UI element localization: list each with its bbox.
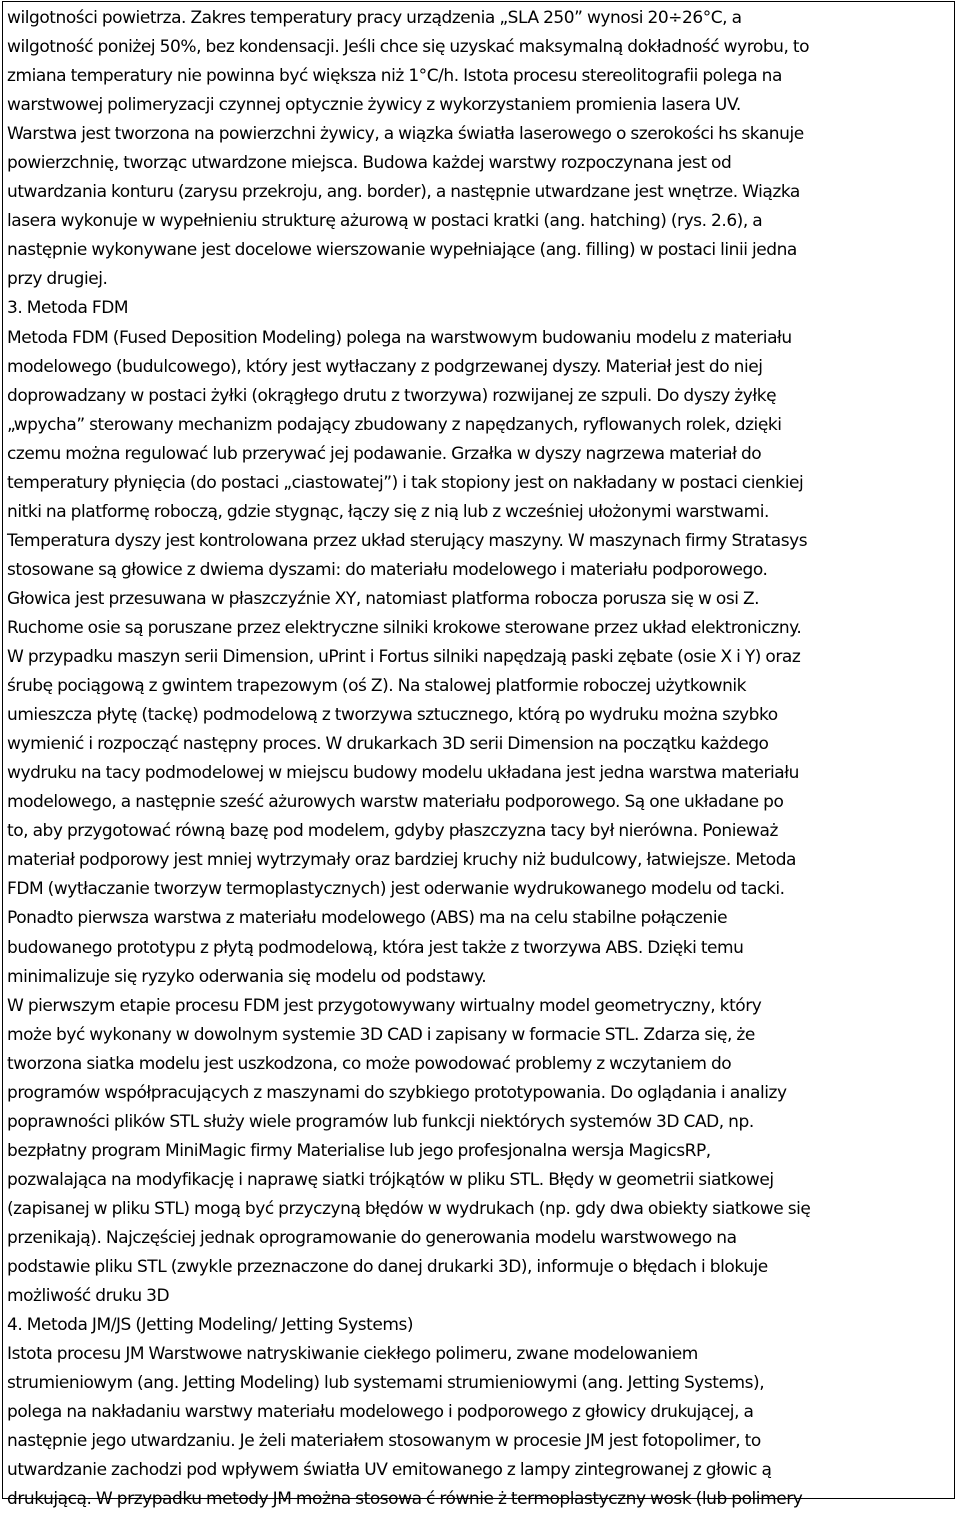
text-line: warstwowej polimeryzacji czynnej optycznie żywicy z wykorzystaniem promienia lasera UV.	[7, 95, 741, 116]
text-line: stosowane są głowice z dwiema dyszami: do materiału modelowego i materiału podporowego.	[7, 559, 768, 580]
text-line: pozwalająca na modyfikację i naprawę siatki trójkątów w pliku STL. Błędy w geometrii siatkowej	[7, 1169, 774, 1190]
text-line: Istota procesu JM Warstwowe natryskiwanie ciekłego polimeru, zwane modelowaniem	[7, 1344, 698, 1365]
text-line: wydruku na tacy podmodelowej w miejscu budowy modelu układana jest jedna warstwa materiału	[7, 763, 799, 784]
text-line: podstawie pliku STL (zwykle przeznaczone do danej drukarki 3D), informuje o błędach i blokuje	[7, 1257, 768, 1278]
text-line: W pierwszym etapie procesu FDM jest przygotowywany wirtualny model geometryczny, który	[7, 995, 762, 1016]
text-line: (zapisanej w pliku STL) mogą być przyczyną błędów w wydrukach (np. gdy dwa obiekty siatkowe się	[7, 1198, 811, 1219]
text-line: bezpłatny program MiniMagic firmy Materialise lub jego profesjonalna wersja MagicsRP,	[7, 1140, 711, 1161]
text-line: wymienić i rozpocząć następny proces. W drukarkach 3D serii Dimension na początku każdego	[7, 734, 769, 755]
text-line: zmiana temperatury nie powinna być większa niż 1°C/h. Istota procesu stereolitografii polega na	[7, 66, 782, 87]
text-line: następnie jego utwardzaniu. Je żeli materiałem stosowanym w procesie JM jest fotopolimer, to	[7, 1431, 761, 1452]
text-line: 3. Metoda FDM	[7, 298, 129, 319]
text-line: Ponadto pierwsza warstwa z materiału modelowego (ABS) ma na celu stabilne połączenie	[7, 908, 728, 929]
text-line: utwardzania konturu (zarysu przekroju, ang. border), a następnie utwardzane jest wnętrze. Wiązka	[7, 182, 800, 203]
text-line: może być wykonany w dowolnym systemie 3D CAD i zapisany w formacie STL. Zdarza się, że	[7, 1024, 755, 1045]
text-line: Metoda FDM (Fused Deposition Modeling) polega na warstwowym budowaniu modelu z materiału	[7, 327, 792, 348]
text-line: materiał podporowy jest mniej wytrzymały oraz bardziej kruchy niż budulcowy, łatwiejsze. Metoda	[7, 850, 797, 871]
text-line: nitki na platformę roboczą, gdzie stygnąc, łączy się z nią lub z wcześniej ułożonymi warstwami.	[7, 501, 769, 522]
text-line: temperatury płynięcia (do postaci „ciastowatej”) i tak stopiony jest on nakładany w postaci cienkiej	[7, 472, 804, 493]
text-line: doprowadzany w postaci żyłki (okrągłego drutu z tworzywa) rozwijanej ze szpuli. Do dyszy żyłkę	[7, 385, 777, 406]
text-line: wilgotność poniżej 50%, bez kondensacji. Jeśli chce się uzyskać maksymalną dokładność wyrobu, to	[7, 37, 810, 58]
text-line: 4. Metoda JM/JS (Jetting Modeling/ Jetting Systems)	[7, 1315, 414, 1336]
text-line: FDM (wytłaczanie tworzyw termoplastycznych) jest oderwanie wydrukowanego modelu od tacki.	[7, 879, 785, 900]
text-line: „wpycha” sterowany mechanizm podający zbudowany z napędzanych, ryflowanych rolek, dzięki	[7, 414, 782, 435]
document-text	[7, 4, 955, 1514]
text-line: lasera wykonuje w wypełnieniu strukturę ażurową w postaci kratki (ang. hatching) (rys. 2.6), a	[7, 211, 763, 232]
text-line: Temperatura dyszy jest kontrolowana przez układ sterujący maszyny. W maszynach firmy Stratasys	[7, 530, 808, 551]
text-line: powierzchnię, tworząc utwardzone miejsca. Budowa każdej warstwy rozpoczynana jest od	[7, 153, 732, 174]
text-line: W przypadku maszyn serii Dimension, uPrint i Fortus silniki napędzają paski zębate (osie X i Y) oraz	[7, 647, 801, 668]
text-line: modelowego, a następnie sześć ażurowych warstw materiału podporowego. Są one układane po	[7, 792, 784, 813]
text-line: wilgotności powietrza. Zakres temperatury pracy urządzenia „SLA 250” wynosi 20÷26°C, a	[7, 8, 742, 28]
text-line: czemu można regulować lub przerywać jej podawanie. Grzałka w dyszy nagrzewa materiał do	[7, 443, 762, 464]
text-line: możliwość druku 3D	[7, 1286, 170, 1307]
text-line: strumieniowym (ang. Jetting Modeling) lub systemami strumieniowymi (ang. Jetting Systems),	[7, 1373, 765, 1394]
text-line: Głowica jest przesuwana w płaszczyźnie XY, natomiast platforma robocza porusza się w osi Z.	[7, 588, 760, 609]
text-line: Warstwa jest tworzona na powierzchni żywicy, a wiązka światła laserowego o szerokości hs skanuje	[7, 124, 804, 145]
text-line: umieszcza płytę (tackę) podmodelową z tworzywa sztucznego, którą po wydruku można szybko	[7, 705, 778, 726]
text-line: modelowego (budulcowego), który jest wytłaczany z podgrzewanej dyszy. Materiał jest do niej	[7, 356, 763, 377]
document-page	[2, 1, 955, 1510]
text-line: minimalizuje się ryzyko oderwania się modelu od podstawy.	[7, 966, 487, 987]
text-line: tworzona siatka modelu jest uszkodzona, co może powodować problemy z wczytaniem do	[7, 1053, 732, 1074]
text-line: budowanego prototypu z płytą podmodelową, która jest także z tworzywa ABS. Dzięki temu	[7, 937, 744, 958]
text-line: drukującą. W przypadku metody JM można stosowa ć równie ż termoplastyczny wosk (lub polimery	[7, 1489, 803, 1510]
text-line: śrubę pociągową z gwintem trapezowym (oś Z). Na stalowej platformie roboczej użytkownik	[7, 676, 747, 697]
text-line: Ruchome osie są poruszane przez elektryczne silniki krokowe sterowane przez układ elektroniczny.	[7, 617, 802, 638]
text-line: poprawności plików STL służy wiele programów lub funkcji niektórych systemów 3D CAD, np.	[7, 1111, 754, 1132]
text-line: następnie wykonywane jest docelowe wierszowanie wypełniające (ang. filling) w postaci linii jedna	[7, 240, 797, 261]
text-line: programów współpracujących z maszynami do szybkiego prototypowania. Do oglądania i analizy	[7, 1082, 787, 1103]
text-line: przenikają). Najczęściej jednak oprogramowanie do generowania modelu warstwowego na	[7, 1227, 737, 1248]
text-line: polega na nakładaniu warstwy materiału modelowego i podporowego z głowicy drukującej, a	[7, 1402, 754, 1423]
text-line: utwardzanie zachodzi pod wpływem światła UV emitowanego z lampy zintegrowanej z głowic ą	[7, 1460, 772, 1481]
text-line: to, aby przygotować równą bazę pod modelem, gdyby płaszczyzna tacy był nierówna. Ponieważ	[7, 821, 778, 842]
text-line: przy drugiej.	[7, 269, 108, 290]
